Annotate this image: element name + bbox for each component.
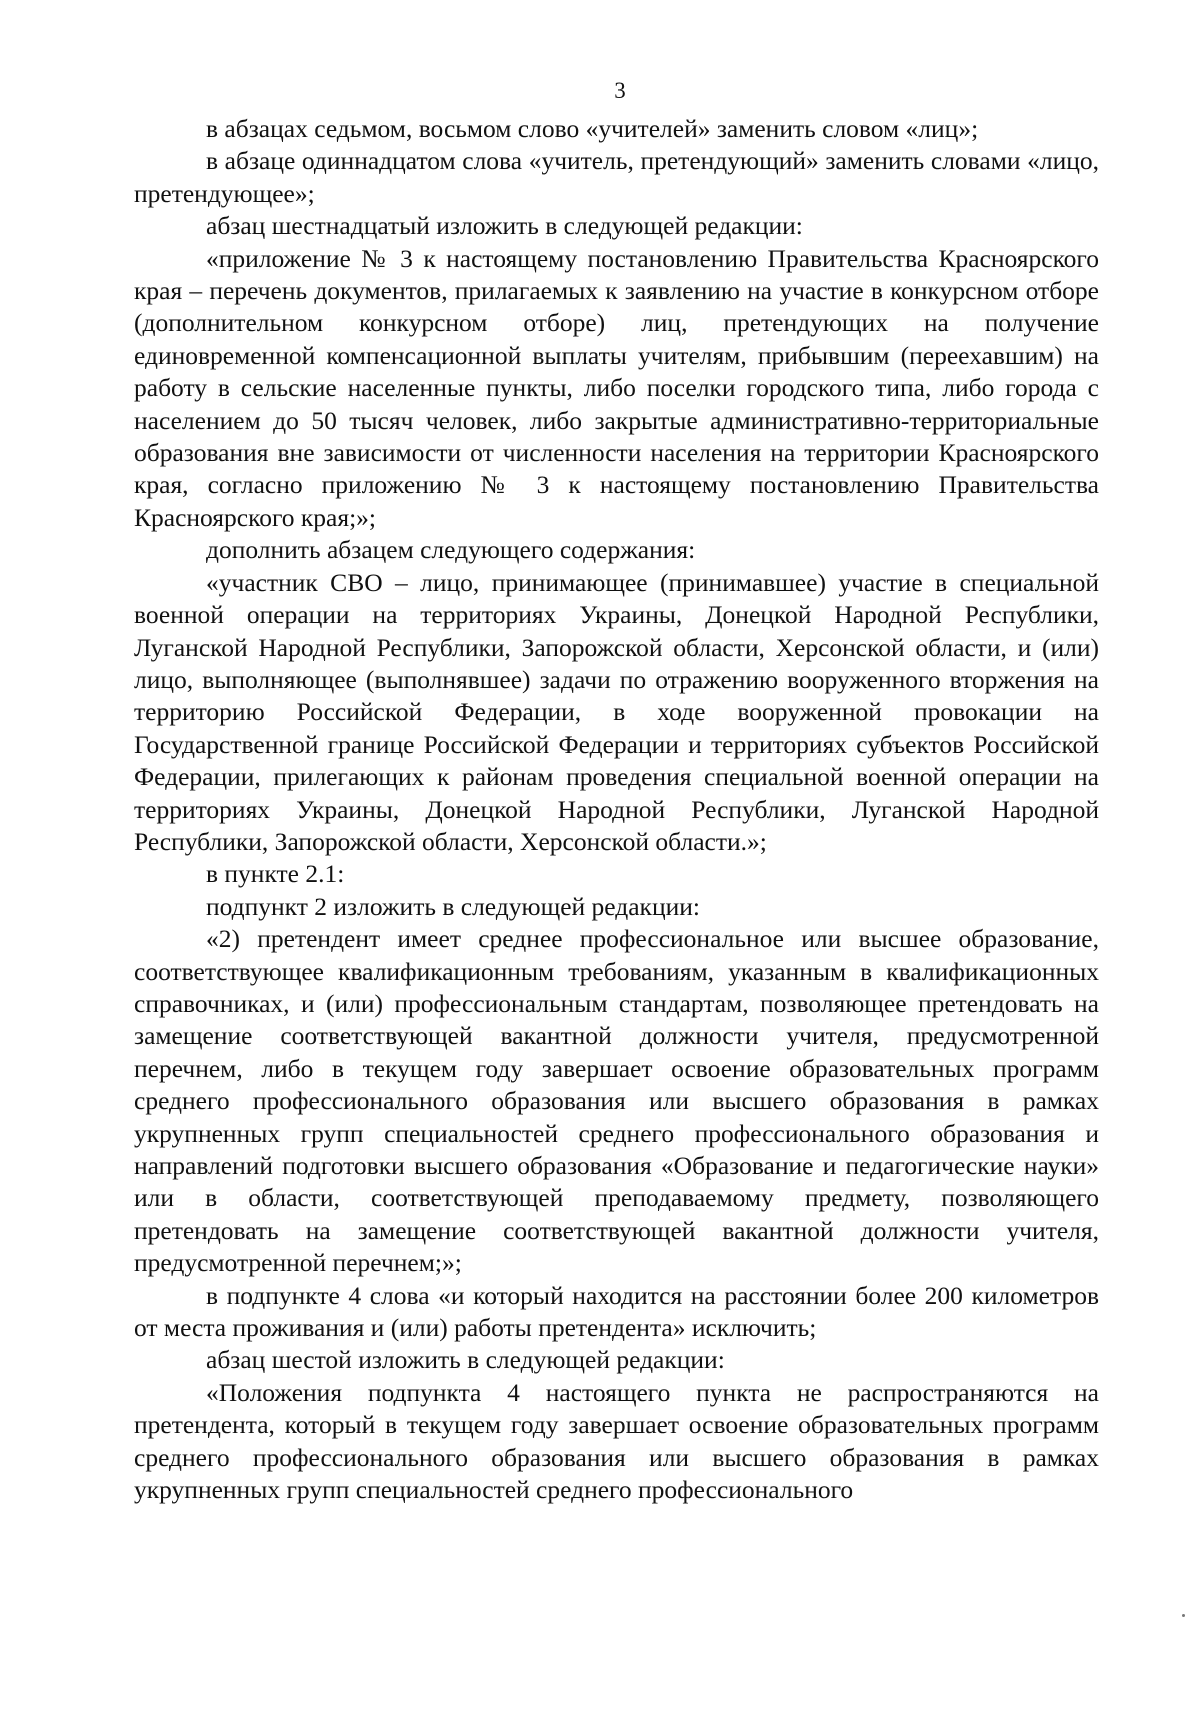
paragraph-6: «участник СВО – лицо, принимающее (принимавшее) участие в специальной военной операции на территориях Украины, Донецкой Народной Республики, Луганской Народной Республики, Запорожской области, Херсонской области, и (или) лицо, выполняющее (выполнявшее) задачи по отражению вооруженного вторжения на территорию Российской Федерации, в ходе вооруженной провокации на Государственной границе Российской Федерации и территориях субъектов Российской Федерации, прилегающих к районам проведения специальной военной операции на территориях Украины, Донецкой Народной Республики, Луганской Народной Республики, Запорожской области, Херсонской области.»;: [134, 567, 1099, 856]
paragraph-4: «приложение № 3 к настоящему постановлению Правительства Красноярского края – перечень документов, прилагаемых к заявлению на участие в конкурсном отборе (дополнительном конкурсном отборе) лиц, претендующих на получение единовременной компенсационной выплаты учителям, прибывшим (переехавшим) на работу в сельские населенные пункты, либо поселки городского типа, либо города с населением до 50 тысяч человек, либо закрытые административно-территориальные образования вне зависимости от численности населения на территории Красноярского края, согласно приложению № 3 к настоящему постановлению Правительства Красноярского края;»;: [134, 243, 1099, 532]
paragraph-9: «2) претендент имеет среднее профессиональное или высшее образование, соответствующее квалификационным требованиям, указанным в квалификационных справочниках, и (или) профессиональным стандартам, позволяющее претендовать на замещение соответствующей вакантной должности учителя, предусмотренной перечнем, либо в текущем году завершает освоение образовательных программ среднего профессионального образования или высшего образования в рамках укрупненных групп специальностей среднего профессионального образования и направлений подготовки высшего образования «Образование и педагогические науки» или в области, соответствующей преподаваемому предмету, позволяющего претендовать на замещение соответствующей вакантной должности учителя, предусмотренной перечнем;»;: [134, 924, 1099, 1278]
paragraph-7: в пункте 2.1:: [206, 859, 345, 889]
page-number: 3: [614, 78, 626, 103]
paragraph-10: в подпункте 4 слова «и который находится на расстоянии более 200 километров от места проживания и (или) работы претендента» исключить;: [134, 1280, 1099, 1343]
paragraph-8: подпункт 2 изложить в следующей редакции:: [206, 891, 700, 921]
paragraph-1: в абзацах седьмом, восьмом слово «учителей» заменить словом «лиц»;: [206, 114, 979, 143]
scan-speck: [1182, 1614, 1185, 1617]
paragraph-11: абзац шестой изложить в следующей редакции:: [206, 1345, 725, 1375]
paragraph-5: дополнить абзацем следующего содержания:: [206, 535, 696, 565]
document-body: [134, 113, 1099, 1506]
paragraph-2: в абзаце одиннадцатом слова «учитель, претендующий» заменить словами «лицо, претендующее»;: [134, 146, 1099, 208]
paragraph-12: «Положения подпункта 4 настоящего пункта не распространяются на претендента, который в текущем году завершает освоение образовательных программ среднего профессионального образования или высшего образования в рамках укрупненных групп специальностей среднего профессионального: [134, 1377, 1099, 1505]
paragraph-3: абзац шестнадцатый изложить в следующей редакции:: [206, 211, 803, 241]
